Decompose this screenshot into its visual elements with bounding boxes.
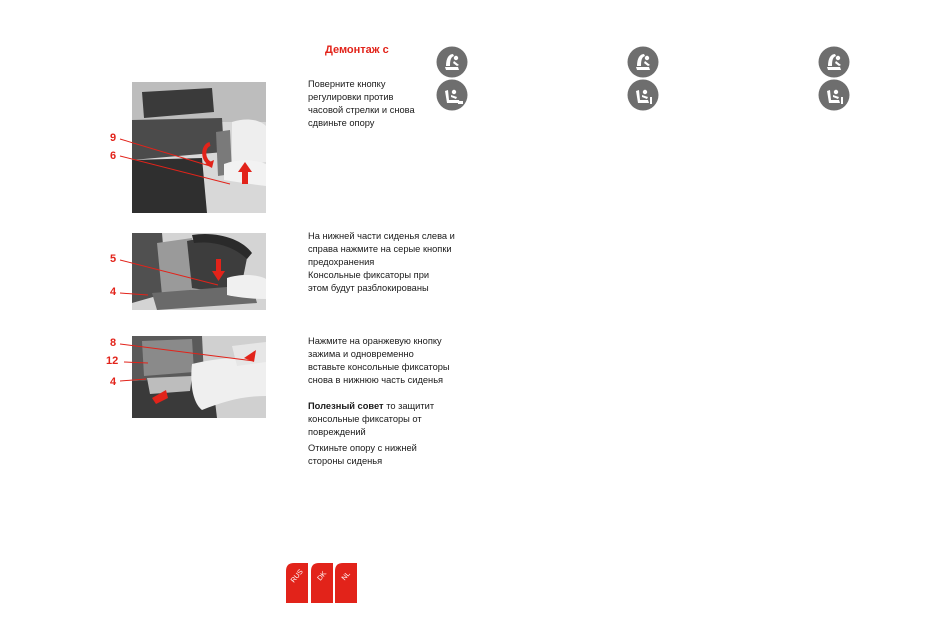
callout-number: 4 xyxy=(110,376,117,388)
tip-label: Полезный совет xyxy=(308,401,384,411)
seat-forward-icon xyxy=(627,46,659,83)
language-tab-rus[interactable] xyxy=(286,563,308,608)
callout-number: 9 xyxy=(110,132,117,144)
callout-number: 5 xyxy=(110,253,117,265)
section-title: Демонтаж с xyxy=(325,44,389,56)
step-2-text: На нижней части сиденья слева и справа нажмите на серые кнопки предохранения Консольные фиксаторы при этом будут разблокированы xyxy=(308,231,455,293)
callout-number: 8 xyxy=(110,337,117,349)
tab-label: RUS xyxy=(289,568,305,585)
language-tab-dk[interactable] xyxy=(311,563,333,608)
seat-support-icon xyxy=(818,79,850,116)
step-1-text: Поверните кнопку регулировки против часовой стрелки и снова сдвиньте опору xyxy=(308,79,415,128)
seat-support-icon xyxy=(627,79,659,116)
tab-label: DK xyxy=(316,570,329,583)
seat-forward-icon xyxy=(818,46,850,83)
callout-number: 6 xyxy=(110,150,117,162)
tip-text: Полезный совет то защитит консольные фиксаторы от повреждений xyxy=(308,401,435,437)
callout-number: 4 xyxy=(110,286,117,298)
callout-lines xyxy=(118,136,238,188)
seat-forward-icon xyxy=(436,46,468,83)
callout-number: 12 xyxy=(106,355,119,367)
final-step-text: Откиньте опору с нижней стороны сиденья xyxy=(308,443,417,466)
language-tab-nl[interactable] xyxy=(335,563,357,608)
callout-lines xyxy=(118,341,258,383)
tab-label: NL xyxy=(340,570,352,583)
callout-lines xyxy=(118,257,238,297)
step-3-text: Нажмите на оранжевую кнопку зажима и одновременно вставьте консольные фиксаторы снова в нижнюю часть сиденья xyxy=(308,336,450,385)
seat-isofix-icon xyxy=(436,79,468,116)
